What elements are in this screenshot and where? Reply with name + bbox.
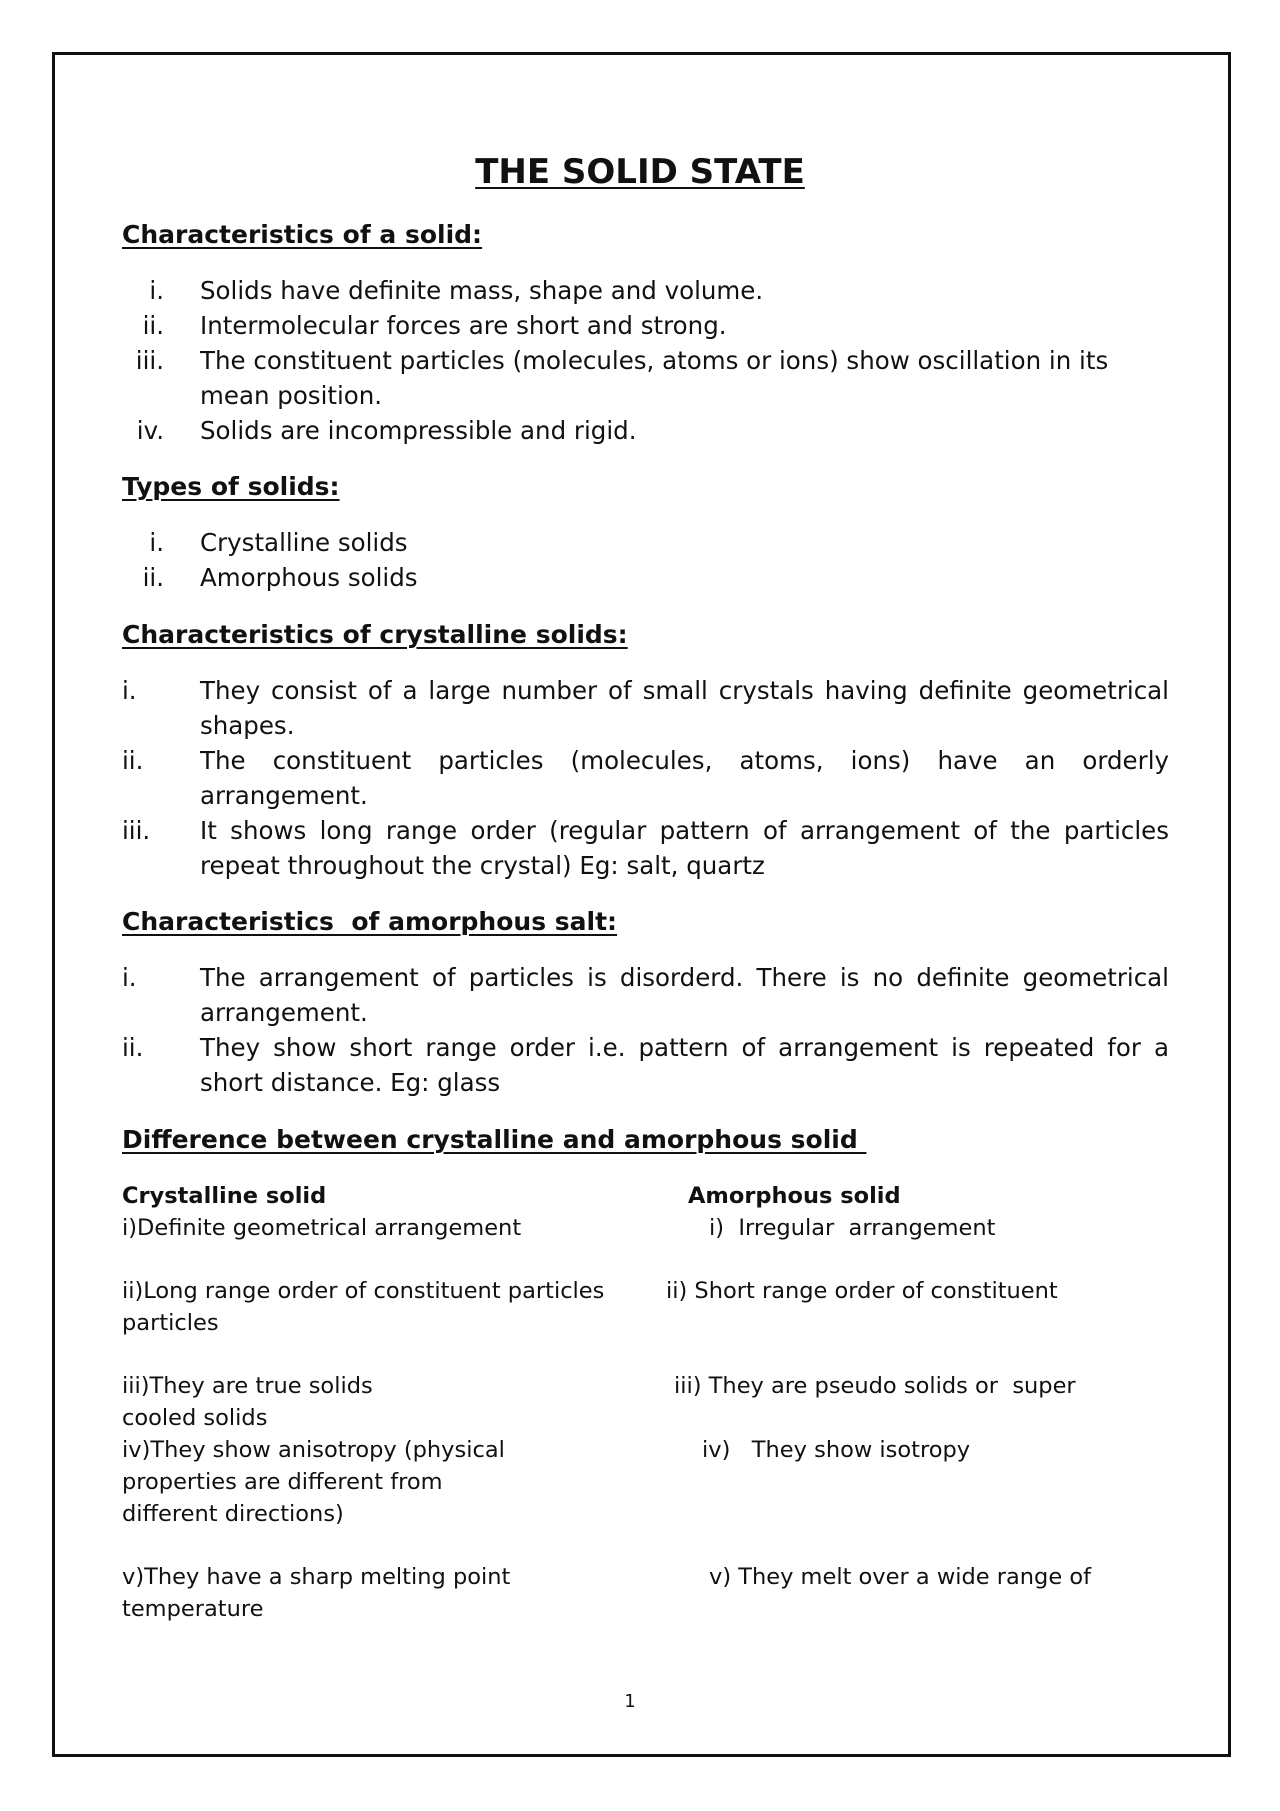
comparison-left-3: iii)They are true solids: [122, 1373, 373, 1399]
comparison-left-1: i)Definite geometrical arrangement: [122, 1215, 522, 1241]
heading-characteristics-solid: Characteristics of a solid:: [122, 220, 483, 249]
column-header-crystalline: Crystalline solid: [122, 1183, 327, 1209]
heading-crystalline-solids: Characteristics of crystalline solids:: [122, 620, 628, 649]
heading-types-of-solids: Types of solids:: [122, 472, 340, 501]
comparison-right-4: iv) They show isotropy: [702, 1437, 971, 1463]
comparison-right-3: iii) They are pseudo solids or super: [674, 1373, 1076, 1399]
heading-difference: Difference between crystalline and amorphous solid: [122, 1125, 867, 1154]
comparison-right-1: i) Irregular arrangement: [709, 1215, 996, 1241]
list-amorphous-salt: [122, 960, 1169, 1100]
list-types-of-solids: [122, 525, 1169, 595]
comparison-left-4: iv)They show anisotropy (physical: [122, 1437, 505, 1463]
heading-amorphous-salt: Characteristics of amorphous salt:: [122, 907, 618, 936]
comparison-left-2: ii)Long range order of constituent particles: [122, 1278, 605, 1304]
comparison-left-4-cont2: different directions): [122, 1501, 344, 1527]
comparison-right-2: ii) Short range order of constituent: [666, 1278, 1058, 1304]
comparison-right-5: v) They melt over a wide range of: [709, 1564, 1092, 1590]
list-item: iii. It shows long range order (regular pattern of arrangement of the particles repeat throughout the crystal) Eg: salt, quartz: [122, 816, 1169, 880]
comparison-left-2-cont: particles: [122, 1310, 219, 1336]
comparison-left-5: v)They have a sharp melting point: [122, 1564, 511, 1590]
comparison-left-5-cont: temperature: [122, 1596, 264, 1622]
list-item: i. Crystalline solids: [149, 528, 408, 557]
list-item: ii. Intermolecular forces are short and strong.: [142, 311, 727, 340]
list-item: iv. Solids are incompressible and rigid.: [136, 416, 637, 445]
list-item: ii. Amorphous solids: [142, 563, 418, 592]
list-item: ii. The constituent particles (molecules, atoms, ions) have an orderly arrangement.: [122, 746, 1169, 810]
comparison-left-4-cont: properties are different from: [122, 1469, 443, 1495]
list-crystalline-solids: [122, 673, 1169, 883]
comparison-left-3-cont: cooled solids: [122, 1405, 268, 1431]
list-item: i. The arrangement of particles is disorderd. There is no definite geometrical arrangement.: [122, 963, 1169, 1027]
page-number: 1: [624, 1691, 636, 1712]
list-characteristics-solid: [122, 273, 1169, 448]
page-title: THE SOLID STATE: [475, 152, 805, 192]
list-item: iii. The constituent particles (molecules, atoms or ions) show oscillation in its mean position.: [135, 346, 1109, 410]
list-item: i. They consist of a large number of small crystals having definite geometrical shapes.: [122, 676, 1169, 740]
list-item: i. Solids have definite mass, shape and volume.: [149, 276, 764, 305]
column-header-amorphous: Amorphous solid: [688, 1183, 901, 1209]
list-item: ii. They show short range order i.e. pattern of arrangement is repeated for a short distance. Eg: glass: [122, 1033, 1169, 1097]
